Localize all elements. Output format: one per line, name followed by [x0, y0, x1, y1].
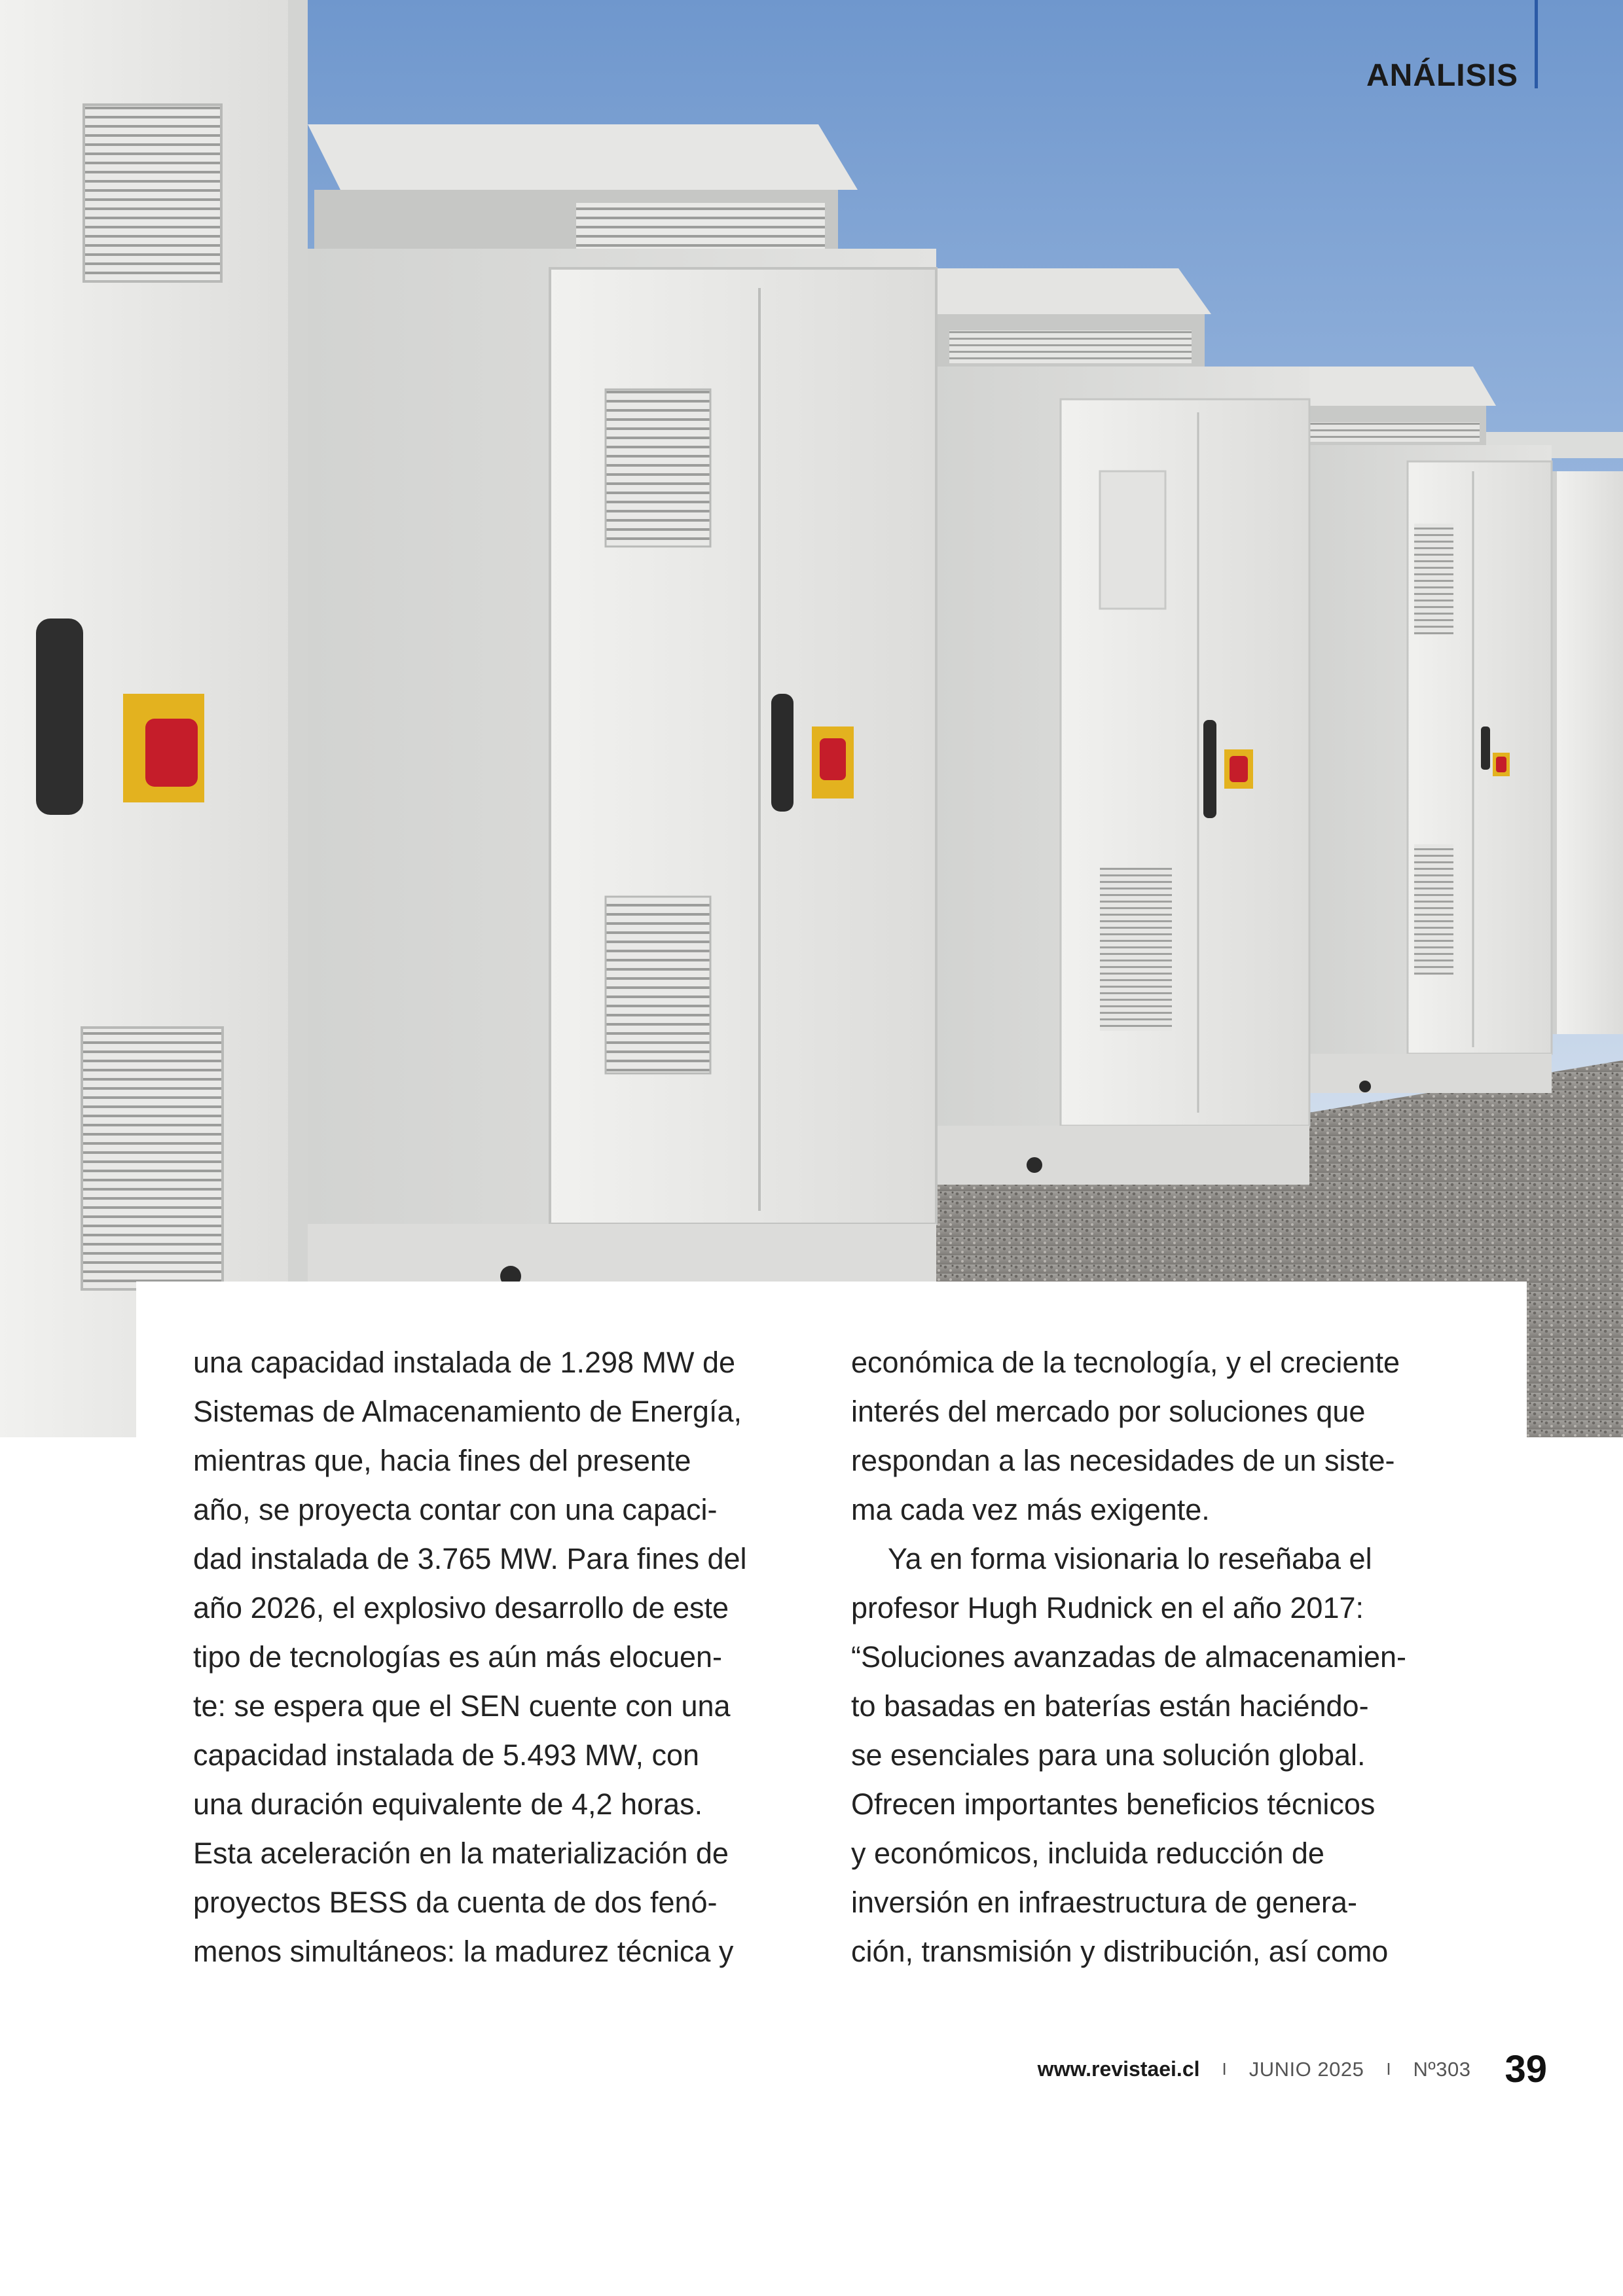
section-tag: ANÁLISIS	[1366, 58, 1518, 93]
paragraph	[193, 1338, 802, 1976]
text-line: Esta aceleración en la materialización de	[193, 1837, 729, 1870]
text-line: Sistemas de Almacenamiento de Energía,	[193, 1395, 742, 1428]
text-line: año, se proyecta contar con una capaci-	[193, 1493, 718, 1526]
text-line: Ya en forma visionaria lo reseñaba el	[888, 1542, 1372, 1575]
text-line: una duración equivalente de 4,2 horas.	[193, 1787, 703, 1821]
issue-number: Nº303	[1413, 2057, 1471, 2081]
page-number: 39	[1504, 2048, 1547, 2090]
cabinet-3	[877, 268, 1309, 1185]
text-line: dad instalada de 3.765 MW. Para fines del	[193, 1542, 747, 1575]
text-line: mientras que, hacia fines del presente	[193, 1444, 691, 1477]
text-line: respondan a las necesidades de un siste-	[851, 1444, 1395, 1477]
text-line: “Soluciones avanzadas de almacenamien-	[851, 1640, 1406, 1674]
page-footer	[1038, 2047, 1547, 2091]
website-link[interactable]: www.revistaei.cl	[1037, 2057, 1200, 2081]
section-rule	[1535, 0, 1538, 88]
text-line: se esenciales para una solución global.	[851, 1738, 1366, 1772]
text-line: una capacidad instalada de 1.298 MW de	[193, 1346, 736, 1379]
text-line: tipo de tecnologías es aún más elocuen-	[193, 1640, 723, 1674]
text-line: te: se espera que el SEN cuente con una	[193, 1689, 731, 1723]
text-line: ción, transmisión y distribución, así como	[851, 1935, 1389, 1968]
text-line: to basadas en baterías están haciéndo-	[851, 1689, 1369, 1723]
text-line: económica de la tecnología, y el creciente	[851, 1346, 1400, 1379]
text-line: y económicos, incluida reducción de	[851, 1837, 1324, 1870]
text-line: año 2026, el explosivo desarrollo de este	[193, 1591, 729, 1624]
text-line: profesor Hugh Rudnick en el año 2017:	[851, 1591, 1364, 1624]
article-column-left	[193, 1338, 802, 1976]
cabinet-2	[308, 124, 936, 1302]
cabinet-1	[0, 0, 308, 1437]
text-line: capacidad instalada de 5.493 MW, con	[193, 1738, 699, 1772]
paragraph	[851, 1338, 1480, 1534]
footer-separator: I	[1222, 2059, 1227, 2079]
issue-month: JUNIO 2025	[1249, 2057, 1364, 2081]
paragraph	[851, 1534, 1480, 1976]
text-line: inversión en infraestructura de genera-	[851, 1886, 1357, 1919]
text-line: interés del mercado por soluciones que	[851, 1395, 1366, 1428]
footer-separator: I	[1386, 2059, 1391, 2079]
article-column-right	[851, 1338, 1480, 1976]
text-line: Ofrecen importantes beneficios técnicos	[851, 1787, 1376, 1821]
text-line: menos simultáneos: la madurez técnica y	[193, 1935, 734, 1968]
text-line: proyectos BESS da cuenta de dos fenó-	[193, 1886, 718, 1919]
text-line: ma cada vez más exigente.	[851, 1493, 1210, 1526]
